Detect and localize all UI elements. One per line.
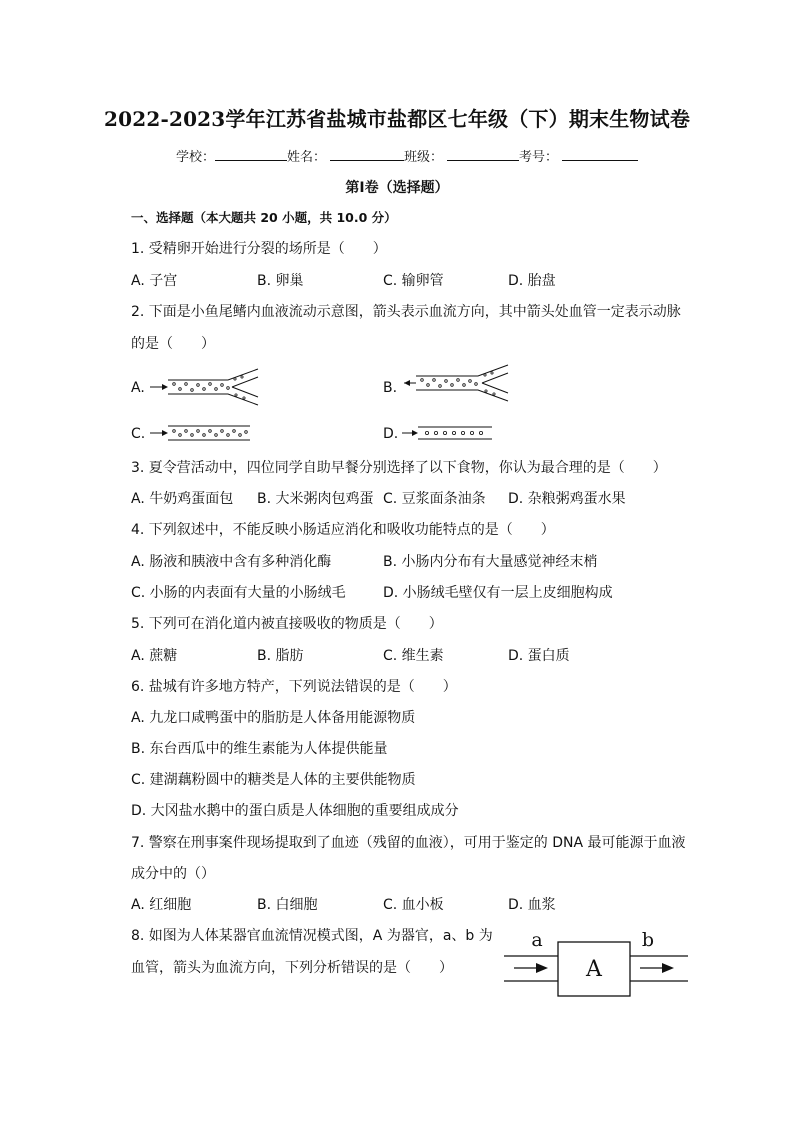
q1-option-b[interactable]: B. 卵巢 — [257, 273, 304, 289]
section-title: 第I卷（选择题） — [345, 180, 449, 196]
student-info-line — [176, 146, 638, 165]
q7-option-d[interactable]: D. 血浆 — [508, 897, 556, 913]
vessel-a-label: a — [531, 929, 543, 951]
q3-option-b[interactable]: B. 大米粥肉包鸡蛋 — [257, 491, 374, 507]
school-blank[interactable] — [215, 148, 287, 161]
q5-option-a[interactable]: A. 蔗糖 — [131, 648, 178, 664]
question-2-stem-line1: 2. 下面是小鱼尾鳍内血液流动示意图，箭头表示血流方向，其中箭头处血管一定表示动脉 — [131, 304, 681, 320]
question-4-stem: 4. 下列叙述中，不能反映小肠适应消化和吸收功能特点的是（ ） — [131, 522, 555, 538]
q2-figure-d — [400, 422, 496, 444]
q6-option-b[interactable]: B. 东台西瓜中的维生素能为人体提供能量 — [131, 741, 388, 757]
name-blank[interactable] — [330, 148, 404, 161]
flow-arrow-a-head — [536, 963, 548, 973]
q6-option-c[interactable]: C. 建湖藕粉圆中的糖类是人体的主要供能物质 — [131, 772, 416, 788]
q6-option-a[interactable]: A. 九龙口咸鸭蛋中的脂肪是人体备用能源物质 — [131, 710, 416, 726]
organ-label: A — [586, 957, 602, 982]
question-7-stem-line1: 7. 警察在刑事案件现场提取到了血迹（残留的血液），可用于鉴定的 DNA 最可能源于血液 — [131, 835, 686, 851]
question-6-stem: 6. 盐城有许多地方特产，下列说法错误的是（ ） — [131, 679, 457, 695]
vessel-b-label: b — [641, 929, 655, 951]
q3-option-a[interactable]: A. 牛奶鸡蛋面包 — [131, 491, 234, 507]
school-label: 学校： — [176, 150, 216, 165]
q4-option-a[interactable]: A. 肠液和胰液中含有多种消化酶 — [131, 554, 332, 570]
q1-option-d[interactable]: D. 胎盘 — [508, 273, 556, 289]
question-7-stem-line2: 成分中的（） — [131, 866, 215, 882]
number-label: 考号： — [519, 150, 559, 165]
q1-option-a[interactable]: A. 子宫 — [131, 273, 178, 289]
name-label: 姓名： — [287, 150, 327, 165]
q2-option-b[interactable]: B. — [383, 380, 398, 396]
q1-option-c[interactable]: C. 输卵管 — [383, 273, 444, 289]
exam-title: 2022-2023学年江苏省盐城市盐都区七年级（下）期末生物试卷 — [103, 107, 691, 131]
q5-option-b[interactable]: B. 脂肪 — [257, 648, 304, 664]
q6-option-d[interactable]: D. 大冈盐水鹅中的蛋白质是人体细胞的重要组成成分 — [131, 803, 459, 819]
q7-option-c[interactable]: C. 血小板 — [383, 897, 444, 913]
q4-option-b[interactable]: B. 小肠内分布有大量感觉神经末梢 — [383, 554, 598, 570]
question-8-stem-line1: 8. 如图为人体某器官血流情况模式图，A 为器官，a、b 为 — [131, 928, 493, 944]
q4-option-c[interactable]: C. 小肠的内表面有大量的小肠绒毛 — [131, 585, 346, 601]
q2-option-d[interactable]: D. — [383, 426, 399, 442]
q2-figure-c — [150, 422, 254, 444]
q5-option-d[interactable]: D. 蛋白质 — [508, 648, 570, 664]
q5-option-c[interactable]: C. 维生素 — [383, 648, 444, 664]
question-3-stem: 3. 夏令营活动中，四位同学自助早餐分别选择了以下食物，你认为最合理的是（ ） — [131, 460, 667, 476]
question-2-stem-line2: 的是（ ） — [131, 336, 215, 352]
q3-option-c[interactable]: C. 豆浆面条油条 — [383, 491, 486, 507]
q7-option-b[interactable]: B. 白细胞 — [257, 897, 318, 913]
q2-figure-b — [400, 363, 512, 403]
q2-option-a[interactable]: A. — [131, 380, 145, 396]
q2-figure-a — [150, 367, 262, 407]
class-blank[interactable] — [447, 148, 519, 161]
question-8-stem-line2: 血管，箭头为血流方向，下列分析错误的是（ ） — [131, 960, 453, 976]
question-1-stem: 1. 受精卵开始进行分裂的场所是（ ） — [131, 241, 387, 257]
class-label: 班级： — [404, 150, 444, 165]
number-blank[interactable] — [562, 148, 638, 161]
part-heading: 一、选择题（本大题共 20 小题，共 10.0 分） — [131, 210, 397, 225]
q8-organ-figure — [500, 926, 694, 1000]
question-5-stem: 5. 下列可在消化道内被直接吸收的物质是（ ） — [131, 616, 443, 632]
q3-option-d[interactable]: D. 杂粮粥鸡蛋水果 — [508, 491, 626, 507]
flow-arrow-b-head — [662, 963, 674, 973]
q7-option-a[interactable]: A. 红细胞 — [131, 897, 192, 913]
q4-option-d[interactable]: D. 小肠绒毛壁仅有一层上皮细胞构成 — [383, 585, 613, 601]
q2-option-c[interactable]: C. — [131, 426, 146, 442]
